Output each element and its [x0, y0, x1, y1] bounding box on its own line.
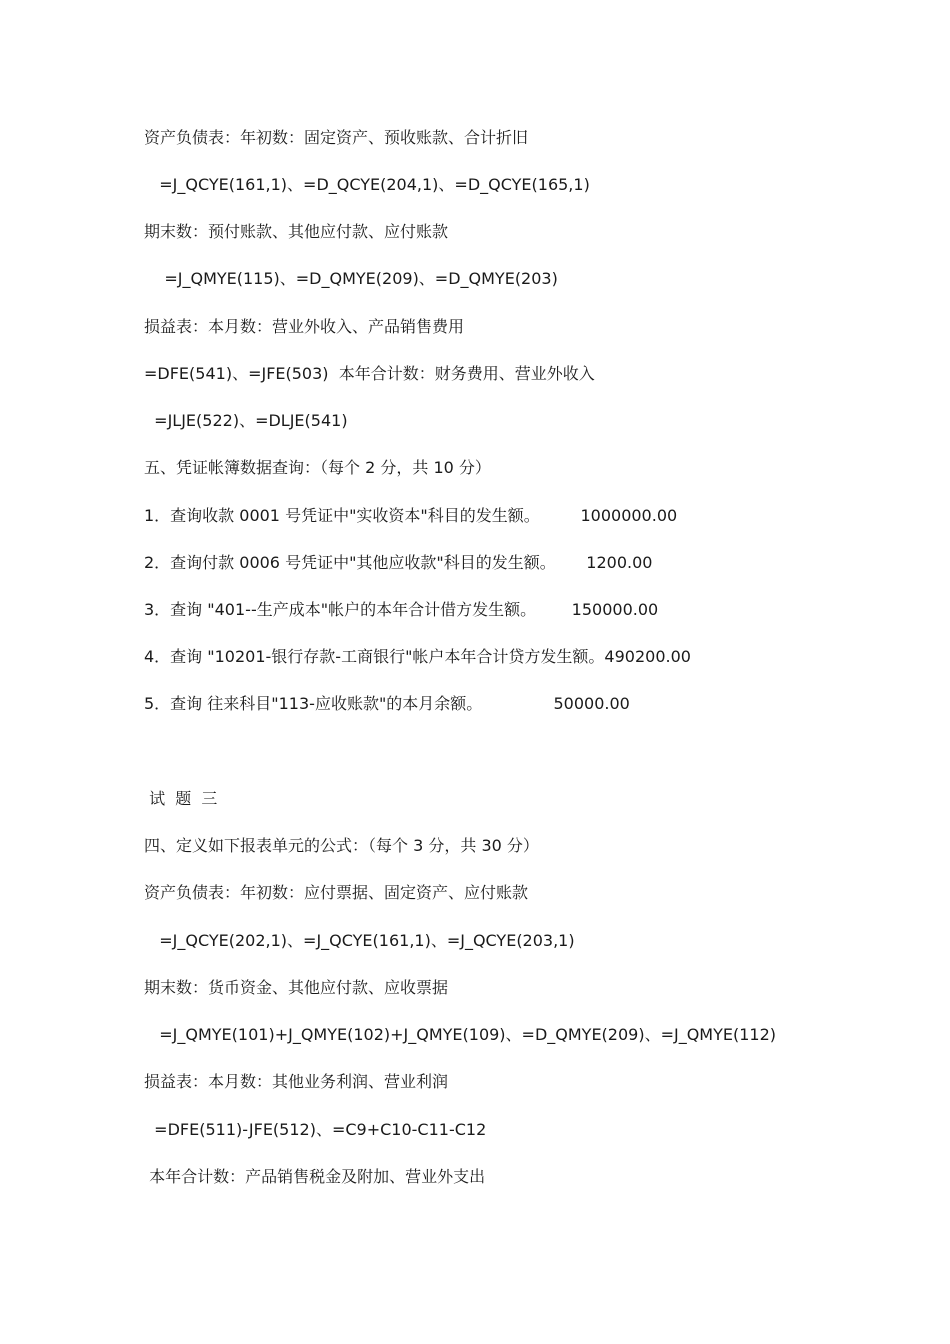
query-item: 4．查询 "10201-银行存款-工商银行"帐户本年合计贷方发生额。490200.00 [144, 647, 691, 666]
text-line: =J_QMYE(115)、=D_QMYE(209)、=D_QMYE(203) [144, 269, 558, 288]
text-line: =J_QCYE(202,1)、=J_QCYE(161,1)、=J_QCYE(203,1) [144, 931, 575, 950]
text-line: 资产负债表：年初数：应付票据、固定资产、应付账款 [144, 883, 529, 902]
text-line: 资产负债表：年初数：固定资产、预收账款、合计折旧 [144, 128, 529, 147]
text-line: 损益表：本月数：其他业务利润、营业利润 [144, 1072, 449, 1091]
text-line: 期末数：货币资金、其他应付款、应收票据 [144, 978, 449, 997]
section-heading: 五、凭证帐簿数据查询：（每个 2 分，共 10 分） [144, 458, 491, 477]
text-line: =J_QCYE(161,1)、=D_QCYE(204,1)、=D_QCYE(165,1) [144, 175, 590, 194]
query-item: 5．查询 往来科目"113-应收账款"的本月余额。 50000.00 [144, 694, 630, 713]
text-line: =JLJE(522)、=DLJE(541) [144, 411, 348, 430]
text-line: 本年合计数：产品销售税金及附加、营业外支出 [144, 1167, 486, 1186]
text-line: =DFE(511)-JFE(512)、=C9+C10-C11-C12 [144, 1120, 487, 1139]
query-item: 1．查询收款 0001 号凭证中"实收资本"科目的发生额。 1000000.00 [144, 506, 678, 525]
query-item: 3．查询 "401--生产成本"帐户的本年合计借方发生额。 150000.00 [144, 600, 659, 619]
exam-title: 试 题 三 [144, 789, 218, 808]
text-line: 损益表：本月数：营业外收入、产品销售费用 [144, 317, 465, 336]
text-line: 期末数：预付账款、其他应付款、应付账款 [144, 222, 449, 241]
section-heading: 四、定义如下报表单元的公式：（每个 3 分，共 30 分） [144, 836, 539, 855]
text-line: =J_QMYE(101)+J_QMYE(102)+J_QMYE(109)、=D_QMYE(209)、=J_QMYE(112) [144, 1025, 777, 1044]
text-line: =DFE(541)、=JFE(503) 本年合计数：财务费用、营业外收入 [144, 364, 595, 383]
query-item: 2．查询付款 0006 号凭证中"其他应收款"科目的发生额。 1200.00 [144, 553, 653, 572]
